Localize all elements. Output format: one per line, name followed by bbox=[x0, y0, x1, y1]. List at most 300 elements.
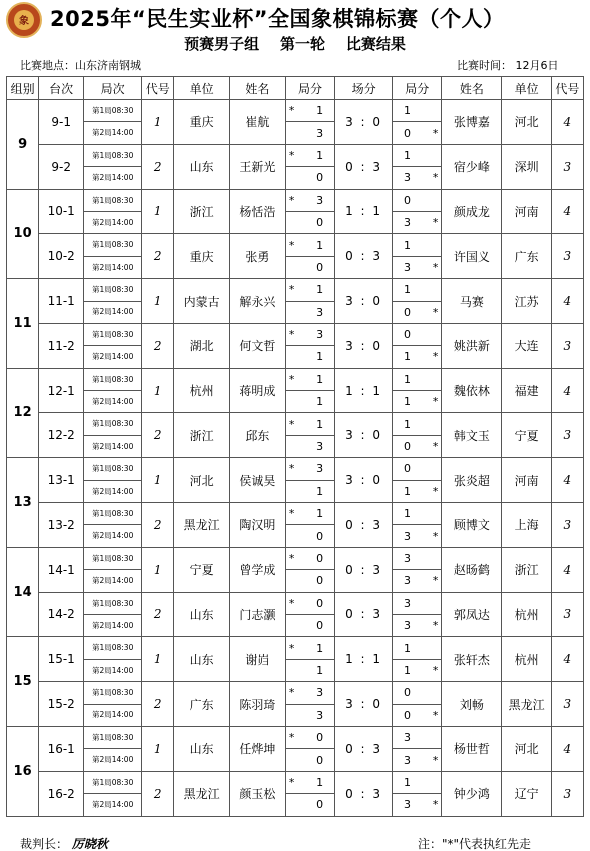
match-score: 3 : 0 bbox=[335, 279, 393, 324]
table-number: 12-1 bbox=[39, 368, 84, 413]
left-game-score bbox=[285, 167, 334, 189]
game-score-value: 3 bbox=[404, 529, 412, 543]
right-unit: 河南 bbox=[502, 189, 551, 234]
left-code: 2 bbox=[142, 413, 174, 458]
left-game-score bbox=[285, 211, 334, 233]
left-unit: 黑龙江 bbox=[174, 771, 230, 816]
left-code: 2 bbox=[142, 234, 174, 279]
left-code: 2 bbox=[142, 682, 174, 727]
table-number: 16-2 bbox=[39, 771, 84, 816]
left-player-name: 解永兴 bbox=[230, 279, 286, 324]
game-score-value: 3 bbox=[316, 462, 324, 476]
game-score-value: 3 bbox=[404, 619, 412, 633]
results-body bbox=[7, 100, 584, 817]
round-time: 第1局08:30 bbox=[84, 413, 142, 435]
page-header bbox=[0, 0, 590, 78]
left-code: 1 bbox=[142, 637, 174, 682]
game-score-value: 1 bbox=[316, 372, 324, 386]
red-first-marker: * bbox=[432, 619, 439, 633]
table-number: 13-2 bbox=[39, 503, 84, 548]
table-row bbox=[7, 592, 584, 614]
game-score-value: 0 bbox=[316, 574, 324, 588]
red-first-marker: * bbox=[288, 148, 295, 162]
table-row bbox=[7, 771, 584, 793]
right-unit: 河北 bbox=[502, 726, 551, 771]
chief-referee bbox=[20, 835, 108, 851]
right-game-score bbox=[393, 413, 442, 435]
game-score-value: 1 bbox=[404, 350, 412, 364]
game-score-value: 3 bbox=[404, 260, 412, 274]
right-unit: 杭州 bbox=[502, 637, 551, 682]
round-time: 第1局08:30 bbox=[84, 189, 142, 211]
right-code: 3 bbox=[551, 503, 583, 548]
right-code: 4 bbox=[551, 100, 583, 145]
right-player-name: 杨世哲 bbox=[442, 726, 502, 771]
round-time: 第1局08:30 bbox=[84, 771, 142, 793]
round-time: 第1局08:30 bbox=[84, 234, 142, 256]
left-player-name: 张勇 bbox=[230, 234, 286, 279]
right-game-score bbox=[393, 547, 442, 569]
left-player-name: 任烨坤 bbox=[230, 726, 286, 771]
left-code: 1 bbox=[142, 547, 174, 592]
left-code: 1 bbox=[142, 726, 174, 771]
left-game-score bbox=[285, 771, 334, 793]
left-code: 1 bbox=[142, 100, 174, 145]
round-time: 第2局14:00 bbox=[84, 570, 142, 592]
red-first-marker: * bbox=[288, 104, 295, 118]
right-player-name: 韩文玉 bbox=[442, 413, 502, 458]
game-score-value: 1 bbox=[404, 148, 412, 162]
left-unit: 山东 bbox=[174, 144, 230, 189]
game-score-value: 3 bbox=[316, 686, 324, 700]
group-number: 13 bbox=[7, 458, 39, 548]
right-game-score bbox=[393, 211, 442, 233]
table-number: 10-2 bbox=[39, 234, 84, 279]
table-number: 12-2 bbox=[39, 413, 84, 458]
table-number: 14-1 bbox=[39, 547, 84, 592]
left-unit: 内蒙古 bbox=[174, 279, 230, 324]
right-code: 4 bbox=[551, 637, 583, 682]
right-player-name: 颜成龙 bbox=[442, 189, 502, 234]
table-row bbox=[7, 503, 584, 525]
left-player-name: 侯诚昊 bbox=[230, 458, 286, 503]
right-game-score bbox=[393, 592, 442, 614]
match-score: 0 : 3 bbox=[335, 547, 393, 592]
round-time: 第2局14:00 bbox=[84, 704, 142, 726]
column-header: 局分 bbox=[393, 77, 442, 100]
left-code: 2 bbox=[142, 144, 174, 189]
round-time: 第2局14:00 bbox=[84, 435, 142, 457]
column-header: 局分 bbox=[285, 77, 334, 100]
game-score-value: 1 bbox=[316, 507, 324, 521]
red-first-marker: * bbox=[432, 395, 439, 409]
match-score: 0 : 3 bbox=[335, 144, 393, 189]
match-score: 3 : 0 bbox=[335, 413, 393, 458]
column-header: 代号 bbox=[551, 77, 583, 100]
match-score: 3 : 0 bbox=[335, 100, 393, 145]
game-score-value: 1 bbox=[316, 395, 324, 409]
left-game-score bbox=[285, 503, 334, 525]
left-game-score bbox=[285, 637, 334, 659]
table-row bbox=[7, 458, 584, 480]
game-score-value: 1 bbox=[316, 641, 324, 655]
column-header: 代号 bbox=[142, 77, 174, 100]
game-score-value: 0 bbox=[316, 731, 324, 745]
left-code: 2 bbox=[142, 503, 174, 548]
right-unit: 广东 bbox=[502, 234, 551, 279]
left-game-score bbox=[285, 659, 334, 681]
round-time: 第1局08:30 bbox=[84, 682, 142, 704]
group-number: 10 bbox=[7, 189, 39, 279]
right-player-name: 许国义 bbox=[442, 234, 502, 279]
table-number: 11-2 bbox=[39, 323, 84, 368]
left-player-name: 邱东 bbox=[230, 413, 286, 458]
round-time: 第2局14:00 bbox=[84, 749, 142, 771]
game-score-value: 1 bbox=[404, 641, 412, 655]
red-first-marker: * bbox=[432, 574, 439, 588]
left-game-score bbox=[285, 189, 334, 211]
right-player-name: 顾博文 bbox=[442, 503, 502, 548]
referee-name: 厉晓秋 bbox=[71, 837, 108, 851]
table-number: 15-1 bbox=[39, 637, 84, 682]
right-game-score bbox=[393, 346, 442, 368]
game-score-value: 3 bbox=[404, 171, 412, 185]
table-row bbox=[7, 682, 584, 704]
game-score-value: 3 bbox=[404, 574, 412, 588]
round-time: 第2局14:00 bbox=[84, 480, 142, 502]
right-game-score bbox=[393, 525, 442, 547]
table-row bbox=[7, 413, 584, 435]
right-game-score bbox=[393, 144, 442, 166]
table-row bbox=[7, 144, 584, 166]
game-score-value: 0 bbox=[316, 260, 324, 274]
left-game-score bbox=[285, 391, 334, 413]
left-player-name: 蒋明成 bbox=[230, 368, 286, 413]
right-game-score bbox=[393, 279, 442, 301]
game-score-value: 1 bbox=[316, 775, 324, 789]
round-time: 第1局08:30 bbox=[84, 726, 142, 748]
table-row bbox=[7, 234, 584, 256]
game-score-value: 0 bbox=[316, 216, 324, 230]
left-unit: 广东 bbox=[174, 682, 230, 727]
right-unit: 江苏 bbox=[502, 279, 551, 324]
game-score-value: 1 bbox=[316, 283, 324, 297]
left-player-name: 陶汉明 bbox=[230, 503, 286, 548]
red-first-marker: * bbox=[432, 260, 439, 274]
red-first-marker: * bbox=[288, 372, 295, 386]
table-number: 15-2 bbox=[39, 682, 84, 727]
right-code: 4 bbox=[551, 726, 583, 771]
column-header: 单位 bbox=[174, 77, 230, 100]
red-first-marker: * bbox=[432, 798, 439, 812]
column-header: 组别 bbox=[7, 77, 39, 100]
right-game-score bbox=[393, 682, 442, 704]
column-header: 局次 bbox=[84, 77, 142, 100]
table-number: 11-1 bbox=[39, 279, 84, 324]
red-first-marker: * bbox=[288, 552, 295, 565]
red-first-marker: * bbox=[288, 417, 295, 431]
round-time: 第1局08:30 bbox=[84, 458, 142, 480]
round-time: 第2局14:00 bbox=[84, 346, 142, 368]
round-time: 第1局08:30 bbox=[84, 592, 142, 614]
match-score: 1 : 1 bbox=[335, 189, 393, 234]
right-code: 4 bbox=[551, 458, 583, 503]
group-number: 14 bbox=[7, 547, 39, 637]
red-first-marker: * bbox=[288, 775, 295, 789]
left-game-score bbox=[285, 144, 334, 166]
left-code: 2 bbox=[142, 771, 174, 816]
red-first-marker: * bbox=[432, 440, 439, 454]
date-label: 比赛时间： 12月6日 bbox=[457, 59, 559, 72]
game-score-value: 1 bbox=[404, 775, 412, 789]
game-score-value: 1 bbox=[404, 104, 412, 118]
game-score-value: 3 bbox=[316, 708, 324, 722]
left-player-name: 门志灏 bbox=[230, 592, 286, 637]
right-unit: 福建 bbox=[502, 368, 551, 413]
group-number: 9 bbox=[7, 100, 39, 190]
match-score: 1 : 1 bbox=[335, 637, 393, 682]
left-player-name: 杨恬浩 bbox=[230, 189, 286, 234]
left-player-name: 崔航 bbox=[230, 100, 286, 145]
right-code: 3 bbox=[551, 682, 583, 727]
round-time: 第2局14:00 bbox=[84, 614, 142, 636]
left-game-score bbox=[285, 547, 334, 569]
page-subtitle: 预赛男子组 第一轮 比赛结果 bbox=[184, 35, 406, 53]
round-time: 第2局14:00 bbox=[84, 301, 142, 323]
left-unit: 宁夏 bbox=[174, 547, 230, 592]
left-game-score bbox=[285, 346, 334, 368]
table-number: 9-2 bbox=[39, 144, 84, 189]
right-player-name: 张博嘉 bbox=[442, 100, 502, 145]
left-unit: 河北 bbox=[174, 458, 230, 503]
red-first-marker: * bbox=[288, 596, 295, 610]
left-game-score bbox=[285, 592, 334, 614]
left-unit: 浙江 bbox=[174, 189, 230, 234]
right-game-score bbox=[393, 256, 442, 278]
round-time: 第2局14:00 bbox=[84, 794, 142, 816]
game-score-value: 0 bbox=[404, 305, 412, 319]
column-header: 单位 bbox=[502, 77, 551, 100]
table-number: 10-1 bbox=[39, 189, 84, 234]
right-game-score bbox=[393, 301, 442, 323]
group-number: 12 bbox=[7, 368, 39, 458]
left-player-name: 颜玉松 bbox=[230, 771, 286, 816]
game-score-value: 0 bbox=[316, 798, 324, 812]
right-game-score bbox=[393, 794, 442, 816]
right-game-score bbox=[393, 480, 442, 502]
left-game-score bbox=[285, 480, 334, 502]
page-title: 2025年“民生实业杯”全国象棋锦标赛（个人） bbox=[50, 7, 505, 31]
right-game-score bbox=[393, 614, 442, 636]
right-player-name: 钟少鸿 bbox=[442, 771, 502, 816]
right-unit: 大连 bbox=[502, 323, 551, 368]
right-game-score bbox=[393, 704, 442, 726]
game-score-value: 0 bbox=[404, 126, 412, 140]
game-score-value: 3 bbox=[316, 440, 324, 454]
left-unit: 重庆 bbox=[174, 100, 230, 145]
right-game-score bbox=[393, 458, 442, 480]
left-game-score bbox=[285, 234, 334, 256]
game-score-value: 1 bbox=[316, 238, 324, 252]
round-time: 第1局08:30 bbox=[84, 279, 142, 301]
right-unit: 深圳 bbox=[502, 144, 551, 189]
left-player-name: 何文哲 bbox=[230, 323, 286, 368]
table-row bbox=[7, 726, 584, 748]
round-time: 第2局14:00 bbox=[84, 256, 142, 278]
left-player-name: 曾学成 bbox=[230, 547, 286, 592]
right-player-name: 姚洪新 bbox=[442, 323, 502, 368]
left-code: 1 bbox=[142, 189, 174, 234]
right-player-name: 郭凤达 bbox=[442, 592, 502, 637]
right-player-name: 张炎超 bbox=[442, 458, 502, 503]
red-first-marker: * bbox=[288, 462, 295, 476]
game-score-value: 0 bbox=[404, 328, 412, 342]
left-game-score bbox=[285, 100, 334, 122]
left-code: 1 bbox=[142, 458, 174, 503]
game-score-value: 3 bbox=[404, 731, 412, 745]
logo-character: 象 bbox=[19, 16, 29, 27]
game-score-value: 0 bbox=[316, 596, 324, 610]
game-score-value: 3 bbox=[404, 216, 412, 230]
left-game-score bbox=[285, 682, 334, 704]
right-code: 3 bbox=[551, 144, 583, 189]
left-game-score bbox=[285, 704, 334, 726]
right-game-score bbox=[393, 637, 442, 659]
game-score-value: 1 bbox=[404, 283, 412, 297]
left-unit: 重庆 bbox=[174, 234, 230, 279]
right-player-name: 张轩杰 bbox=[442, 637, 502, 682]
red-first-marker: * bbox=[432, 216, 439, 230]
right-player-name: 赵旸鹤 bbox=[442, 547, 502, 592]
right-game-score bbox=[393, 659, 442, 681]
game-score-value: 0 bbox=[404, 708, 412, 722]
red-first-marker: * bbox=[288, 507, 295, 521]
game-score-value: 3 bbox=[404, 798, 412, 812]
round-time: 第1局08:30 bbox=[84, 547, 142, 569]
game-score-value: 0 bbox=[404, 440, 412, 454]
results-table bbox=[6, 76, 584, 817]
game-score-value: 0 bbox=[316, 753, 324, 767]
red-first-marker: * bbox=[288, 328, 295, 342]
match-score: 0 : 3 bbox=[335, 234, 393, 279]
match-score: 0 : 3 bbox=[335, 726, 393, 771]
red-first-marker: * bbox=[288, 641, 295, 655]
right-unit: 上海 bbox=[502, 503, 551, 548]
round-time: 第2局14:00 bbox=[84, 211, 142, 233]
red-first-marker: * bbox=[288, 193, 295, 207]
red-first-marker: * bbox=[432, 529, 439, 543]
red-first-marker: * bbox=[288, 686, 295, 700]
game-score-value: 3 bbox=[316, 328, 324, 342]
match-score: 0 : 3 bbox=[335, 503, 393, 548]
right-game-score bbox=[393, 570, 442, 592]
match-score: 0 : 3 bbox=[335, 592, 393, 637]
red-first-marker: * bbox=[288, 238, 295, 252]
right-game-score bbox=[393, 122, 442, 144]
table-row bbox=[7, 100, 584, 122]
right-unit: 杭州 bbox=[502, 592, 551, 637]
red-first-marker: * bbox=[432, 126, 439, 140]
red-first-marker: * bbox=[432, 350, 439, 364]
red-first-marker: * bbox=[432, 171, 439, 185]
column-header: 场分 bbox=[335, 77, 393, 100]
left-code: 1 bbox=[142, 279, 174, 324]
game-score-value: 0 bbox=[404, 193, 412, 207]
left-game-score bbox=[285, 794, 334, 816]
red-first-marker: * bbox=[432, 305, 439, 319]
match-score: 0 : 3 bbox=[335, 771, 393, 816]
left-unit: 黑龙江 bbox=[174, 503, 230, 548]
match-score: 3 : 0 bbox=[335, 323, 393, 368]
match-score: 1 : 1 bbox=[335, 368, 393, 413]
right-code: 3 bbox=[551, 592, 583, 637]
round-time: 第1局08:30 bbox=[84, 368, 142, 390]
left-game-score bbox=[285, 413, 334, 435]
left-game-score bbox=[285, 570, 334, 592]
left-player-name: 谢岿 bbox=[230, 637, 286, 682]
red-first-marker: * bbox=[432, 708, 439, 722]
right-game-score bbox=[393, 189, 442, 211]
red-first-marker: * bbox=[432, 753, 439, 767]
left-game-score bbox=[285, 458, 334, 480]
left-unit: 山东 bbox=[174, 726, 230, 771]
right-code: 4 bbox=[551, 368, 583, 413]
table-row bbox=[7, 547, 584, 569]
left-unit: 杭州 bbox=[174, 368, 230, 413]
right-unit: 宁夏 bbox=[502, 413, 551, 458]
column-header: 姓名 bbox=[442, 77, 502, 100]
left-code: 2 bbox=[142, 592, 174, 637]
round-time: 第1局08:30 bbox=[84, 637, 142, 659]
left-game-score bbox=[285, 368, 334, 390]
table-header-row bbox=[7, 77, 584, 100]
right-code: 3 bbox=[551, 771, 583, 816]
left-game-score bbox=[285, 323, 334, 345]
group-number: 15 bbox=[7, 637, 39, 727]
round-time: 第1局08:30 bbox=[84, 503, 142, 525]
round-time: 第1局08:30 bbox=[84, 323, 142, 345]
column-header: 台次 bbox=[39, 77, 84, 100]
right-game-score bbox=[393, 234, 442, 256]
game-score-value: 1 bbox=[316, 148, 324, 162]
table-row bbox=[7, 368, 584, 390]
right-game-score bbox=[393, 368, 442, 390]
game-score-value: 1 bbox=[404, 507, 412, 521]
game-score-value: 0 bbox=[316, 171, 324, 185]
right-game-score bbox=[393, 100, 442, 122]
round-time: 第2局14:00 bbox=[84, 525, 142, 547]
right-game-score bbox=[393, 771, 442, 793]
left-game-score bbox=[285, 279, 334, 301]
right-code: 3 bbox=[551, 323, 583, 368]
table-row bbox=[7, 189, 584, 211]
game-score-value: 3 bbox=[404, 596, 412, 610]
game-score-value: 3 bbox=[404, 552, 412, 565]
right-player-name: 刘畅 bbox=[442, 682, 502, 727]
red-first-marker: * bbox=[432, 484, 439, 498]
left-code: 2 bbox=[142, 323, 174, 368]
referee-label: 裁判长： bbox=[20, 837, 69, 851]
star-note: 注："*"代表执红先走 bbox=[418, 837, 532, 851]
red-first-marker: * bbox=[288, 731, 295, 745]
game-score-value: 3 bbox=[404, 753, 412, 767]
right-code: 3 bbox=[551, 234, 583, 279]
left-game-score bbox=[285, 525, 334, 547]
left-game-score bbox=[285, 726, 334, 748]
game-score-value: 0 bbox=[316, 529, 324, 543]
right-code: 4 bbox=[551, 547, 583, 592]
table-number: 9-1 bbox=[39, 100, 84, 145]
